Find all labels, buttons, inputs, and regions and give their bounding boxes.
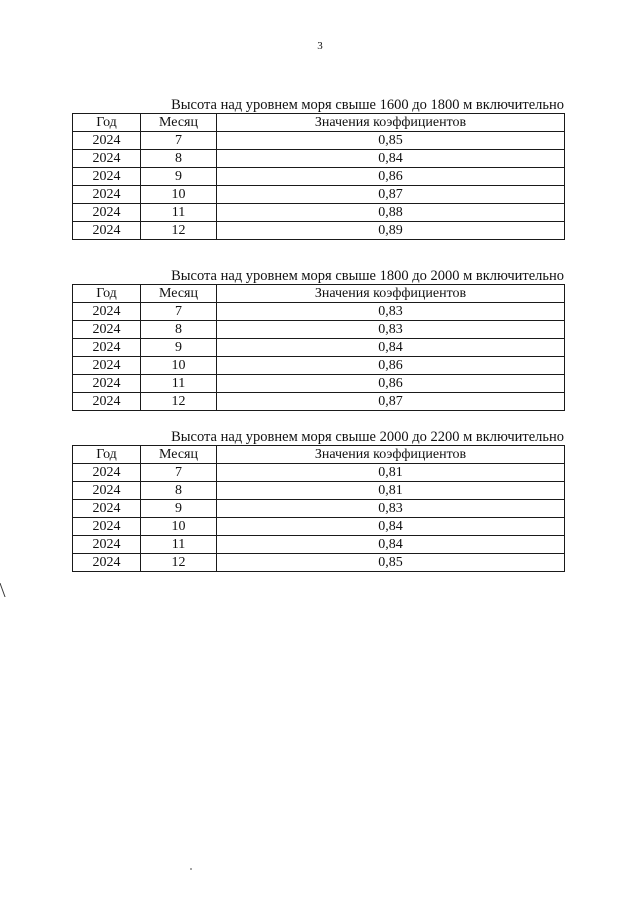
header-year: Год: [73, 446, 141, 464]
cell-year: 2024: [73, 554, 141, 572]
cell-value: 0,83: [217, 500, 565, 518]
cell-value: 0,83: [217, 321, 565, 339]
table-row: [73, 321, 565, 339]
cell-value: 0,85: [217, 132, 565, 150]
table-row: [73, 339, 565, 357]
section-title: Высота над уровнем моря свыше 2000 до 2200 м включительно: [171, 429, 564, 445]
cell-year: 2024: [73, 482, 141, 500]
table-row: [73, 303, 565, 321]
page-number: 3: [317, 40, 323, 52]
cell-year: 2024: [73, 339, 141, 357]
cell-month: 7: [141, 464, 217, 482]
cell-value: 0,83: [217, 303, 565, 321]
margin-pen-mark: [0, 583, 10, 597]
cell-year: 2024: [73, 393, 141, 411]
coefficient-table: [72, 113, 565, 240]
coefficient-section-1600-1800: [72, 97, 564, 240]
table-row: [73, 186, 565, 204]
cell-month: 10: [141, 518, 217, 536]
scan-speck: [190, 868, 192, 870]
cell-year: 2024: [73, 464, 141, 482]
coefficient-section-2000-2200: [72, 429, 564, 572]
header-month: Месяц: [141, 285, 217, 303]
cell-month: 9: [141, 339, 217, 357]
header-month: Месяц: [141, 446, 217, 464]
table-row: [73, 536, 565, 554]
cell-month: 7: [141, 303, 217, 321]
cell-month: 11: [141, 375, 217, 393]
cell-month: 7: [141, 132, 217, 150]
cell-month: 9: [141, 500, 217, 518]
table-row: [73, 168, 565, 186]
cell-value: 0,87: [217, 393, 565, 411]
cell-month: 10: [141, 357, 217, 375]
table-row: [73, 375, 565, 393]
cell-month: 9: [141, 168, 217, 186]
section-title: Высота над уровнем моря свыше 1800 до 2000 м включительно: [171, 268, 564, 284]
cell-year: 2024: [73, 132, 141, 150]
cell-year: 2024: [73, 518, 141, 536]
coefficient-section-1800-2000: [72, 268, 564, 411]
cell-year: 2024: [73, 150, 141, 168]
table-row: [73, 464, 565, 482]
cell-month: 12: [141, 393, 217, 411]
cell-value: 0,84: [217, 518, 565, 536]
cell-value: 0,87: [217, 186, 565, 204]
cell-year: 2024: [73, 222, 141, 240]
table-row: [73, 222, 565, 240]
table-row: [73, 132, 565, 150]
cell-month: 11: [141, 536, 217, 554]
table-row: [73, 518, 565, 536]
cell-month: 12: [141, 554, 217, 572]
table-row: [73, 482, 565, 500]
table-header-row: [73, 446, 565, 464]
cell-year: 2024: [73, 375, 141, 393]
cell-value: 0,86: [217, 357, 565, 375]
table-row: [73, 554, 565, 572]
cell-month: 12: [141, 222, 217, 240]
cell-year: 2024: [73, 186, 141, 204]
cell-month: 8: [141, 482, 217, 500]
cell-year: 2024: [73, 536, 141, 554]
cell-month: 8: [141, 321, 217, 339]
cell-value: 0,89: [217, 222, 565, 240]
table-row: [73, 150, 565, 168]
coefficient-table: [72, 445, 565, 572]
cell-year: 2024: [73, 303, 141, 321]
cell-value: 0,84: [217, 150, 565, 168]
header-year: Год: [73, 285, 141, 303]
table-header-row: [73, 285, 565, 303]
table-header-row: [73, 114, 565, 132]
cell-value: 0,84: [217, 339, 565, 357]
cell-value: 0,81: [217, 482, 565, 500]
cell-value: 0,84: [217, 536, 565, 554]
header-value: Значения коэффициентов: [217, 446, 565, 464]
header-month: Месяц: [141, 114, 217, 132]
table-row: [73, 204, 565, 222]
cell-value: 0,86: [217, 168, 565, 186]
header-value: Значения коэффициентов: [217, 285, 565, 303]
header-value: Значения коэффициентов: [217, 114, 565, 132]
cell-value: 0,85: [217, 554, 565, 572]
cell-value: 0,86: [217, 375, 565, 393]
table-row: [73, 357, 565, 375]
cell-year: 2024: [73, 357, 141, 375]
cell-year: 2024: [73, 204, 141, 222]
table-row: [73, 393, 565, 411]
cell-month: 8: [141, 150, 217, 168]
cell-year: 2024: [73, 321, 141, 339]
cell-month: 11: [141, 204, 217, 222]
cell-month: 10: [141, 186, 217, 204]
cell-value: 0,88: [217, 204, 565, 222]
cell-value: 0,81: [217, 464, 565, 482]
coefficient-table: [72, 284, 565, 411]
table-row: [73, 500, 565, 518]
section-title: Высота над уровнем моря свыше 1600 до 1800 м включительно: [171, 97, 564, 113]
header-year: Год: [73, 114, 141, 132]
cell-year: 2024: [73, 168, 141, 186]
cell-year: 2024: [73, 500, 141, 518]
